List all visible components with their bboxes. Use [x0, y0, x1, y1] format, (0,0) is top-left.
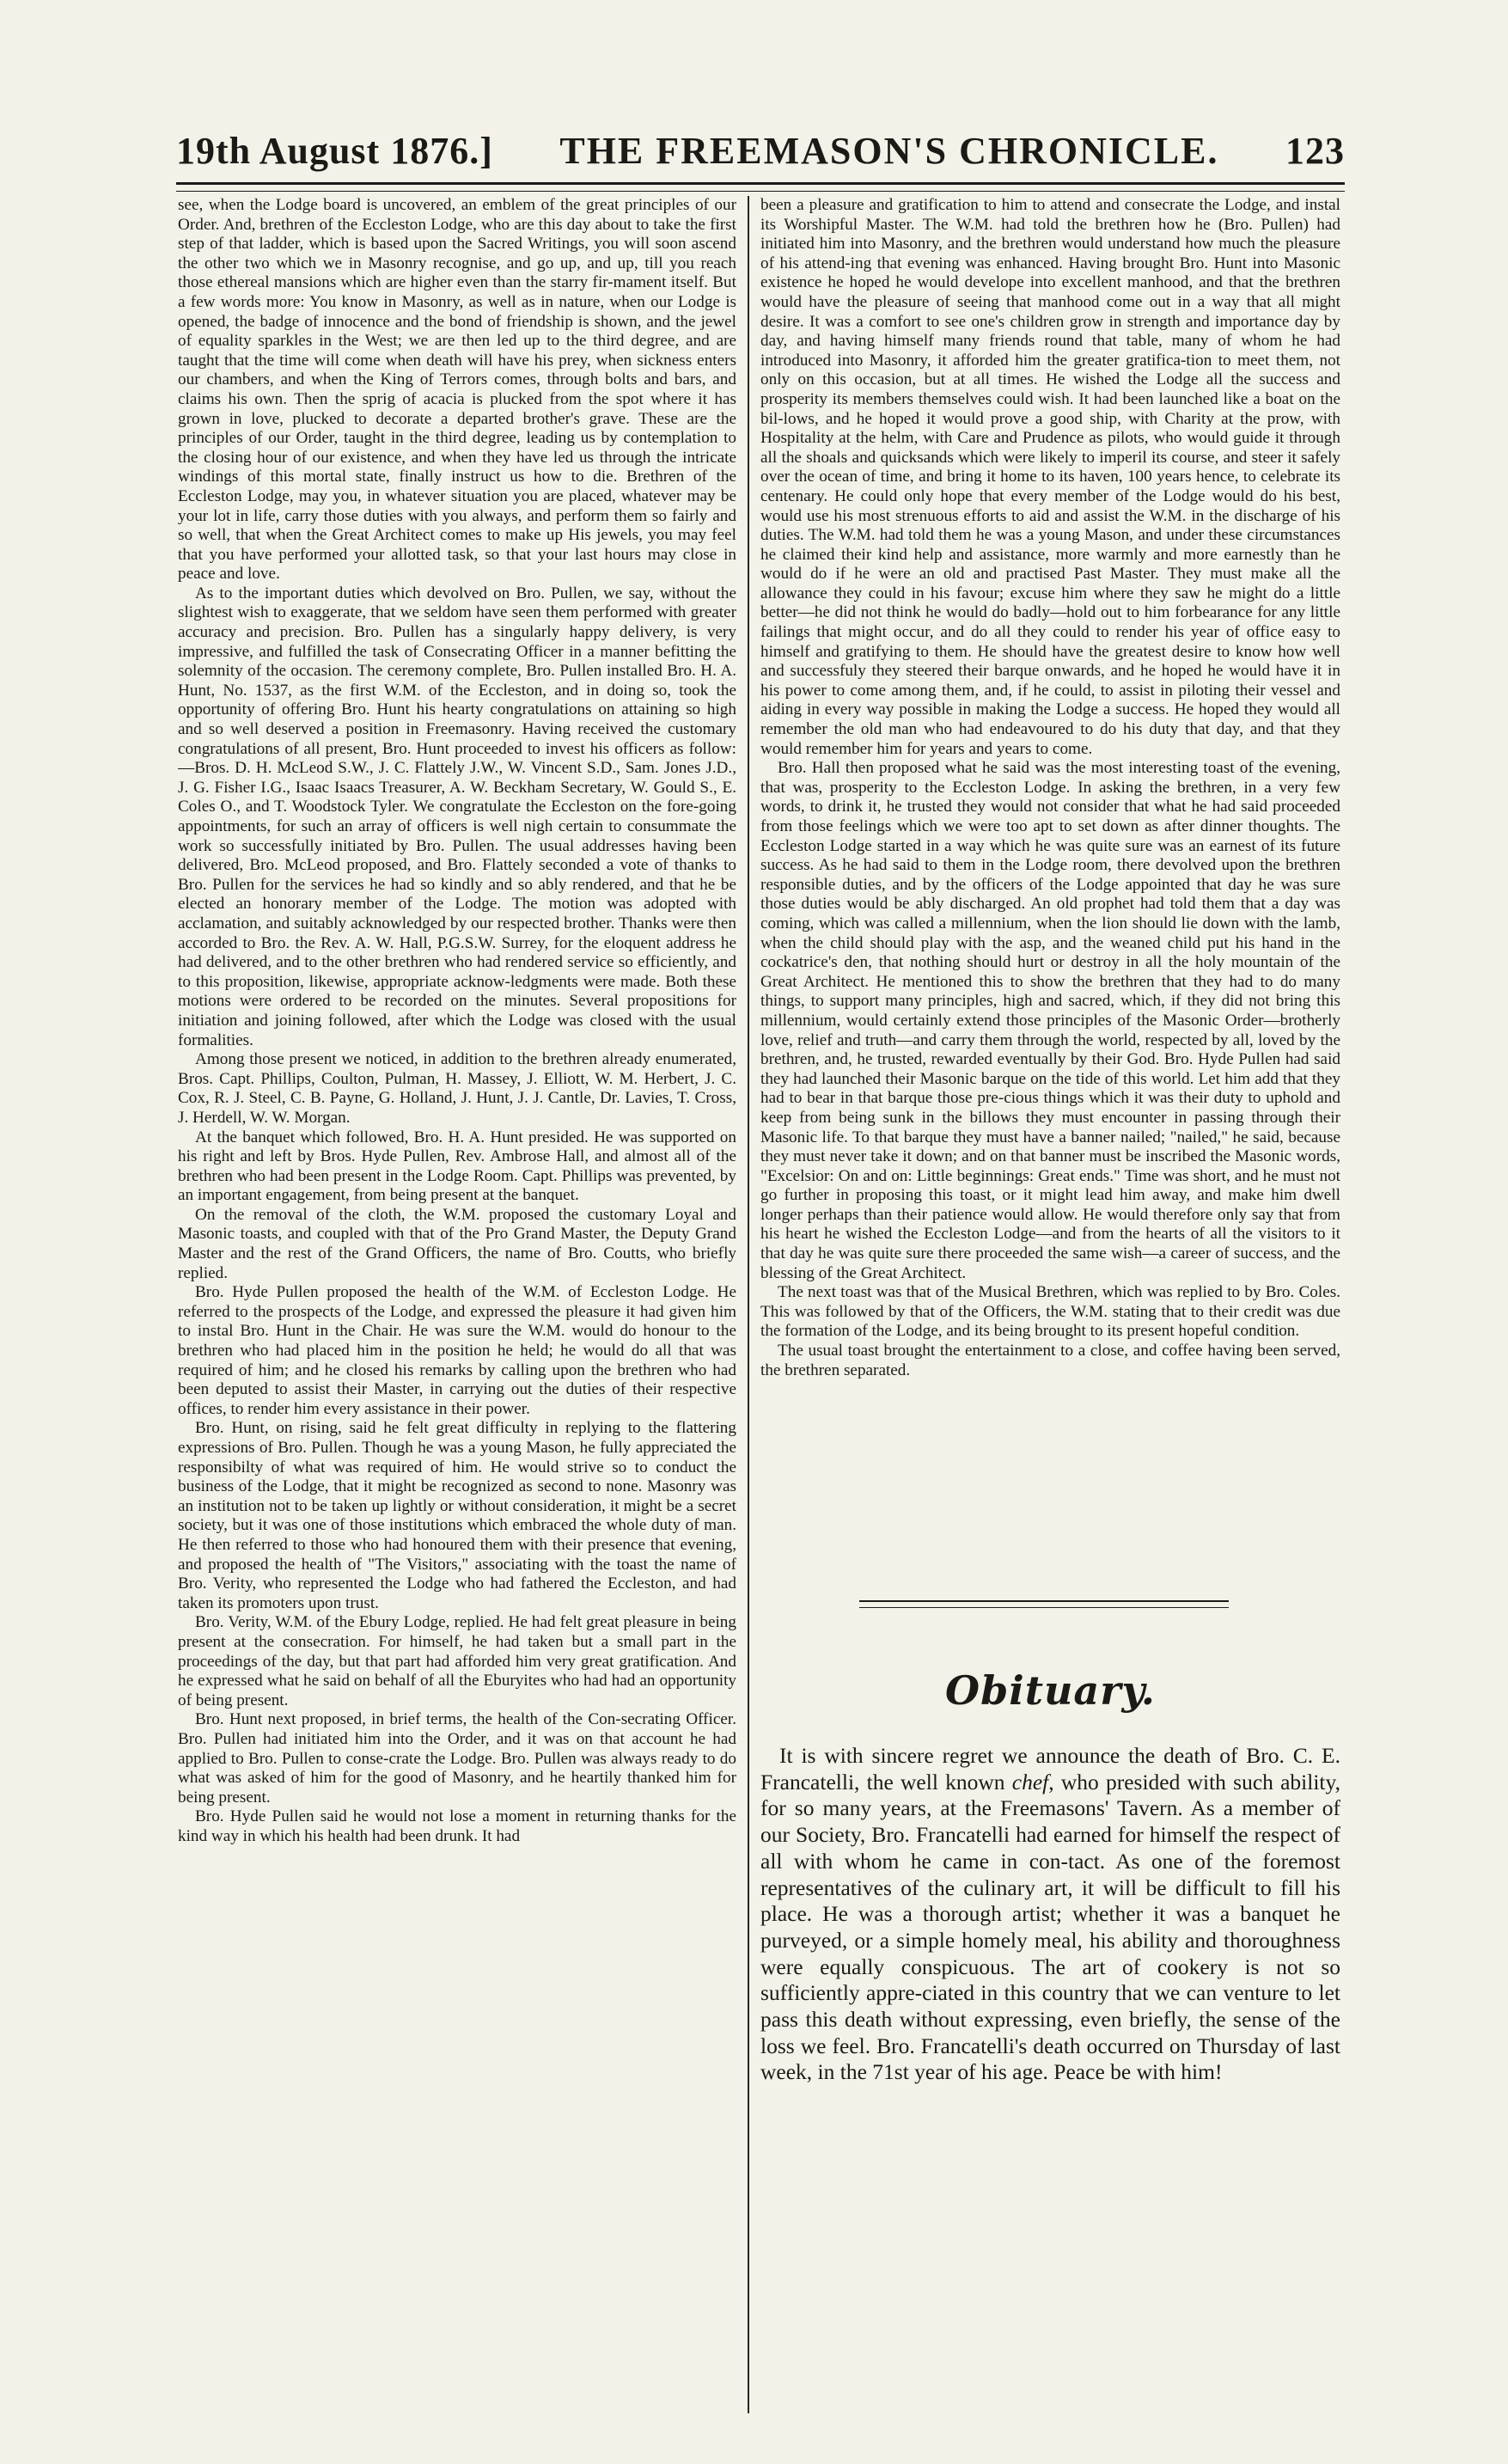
- obituary-text-end: , who presided with such ability, for so many years, at the Freemasons' Tavern. As a member of our Society, Bro. Francatelli had earned for himself the respect of all with whom he came in con-tact. As one of the foremost representatives of the culinary art, it will be difficult to fill his place. He was a thorough artist; whether it was a banquet he purveyed, or a simple homely meal, his ability and thoroughness were equally conspicuous. The art of cookery is not so sufficiently appre-ciated in this country that we can venture to let pass this death without expressing, even briefly, the sense of the loss we feel. Bro. Francatelli's death occurred on Thursday of last week, in the 71st year of his age. Peace be with him!: [760, 1769, 1340, 2085]
- obituary-text-start: It is with sincere regret we announce the death of Bro. C. E. Francatelli, the well known: [760, 1743, 1340, 1795]
- masthead: [176, 129, 1345, 180]
- left-paragraph: As to the important duties which devolved on Bro. Pullen, we say, without the slightest wish to exaggerate, that we seldom have seen them performed with greater accuracy and precision. Bro. Pullen has a singularly happy delivery, is very impressive, and fulfilled the task of Consecrating Officer in a manner befitting the solemnity of the occasion. The ceremony complete, Bro. Pullen installed Bro. H. A. Hunt, No. 1537, as the first W.M. of the Eccleston, and in doing so, took the opportunity of offering Bro. Hunt his hearty congratulations on attaining so high and so well deserved a position in Freemasonry. Having received the customary congratulations of all present, Bro. Hunt proceeded to invest his officers as follow:—Bros. D. H. McLeod S.W., J. C. Flattely J.W., W. Vincent S.D., Sam. Jones J.D., J. G. Fisher I.G., Isaac Isaacs Treasurer, A. W. Beckham Secretary, W. Gould S., E. Coles O., and T. Woodstock Tyler. We congratulate the Eccleston on the fore-going appointments, for such an array of officers is well nigh certain to consummate the work so successfully initiated by Bro. Pullen. The usual addresses having been delivered, Bro. McLeod proposed, and Bro. Flattely seconded a vote of thanks to Bro. Pullen for the services he had so kindly and so ably rendered, and that he be elected an honorary member of the Lodge. The motion was adopted with acclamation, and suitably acknowledged by our respected brother. Thanks were then accorded to Bro. the Rev. A. W. Hall, P.G.S.W. Surrey, for the eloquent address he had delivered, and to the other brethren who had rendered service so efficiently, and to this proposition, likewise, appropriate acknow-ledgments were made. Both these motions were ordered to be recorded on the minutes. Several propositions for initiation and joining followed, after which the Lodge was closed with the usual formalities.: [178, 584, 736, 1049]
- publication-title: THE FREEMASON'S CHRONICLE.: [559, 130, 1219, 172]
- left-paragraph: Among those present we noticed, in addition to the brethren already enumerated, Bros. Capt. Phillips, Coulton, Pulman, H. Massey, J. Elliott, W. M. Herbert, J. C. Cox, R. J. Steel, C. B. Payne, G. Holland, J. Hunt, J. J. Cantle, Dr. Lavies, T. Cross, J. Herdell, W. W. Morgan.: [178, 1050, 736, 1127]
- left-paragraph: Bro. Verity, W.M. of the Ebury Lodge, replied. He had felt great pleasure in being present at the consecration. For himself, he had taken but a small part in the proceedings of the day, but that part had afforded him very great gratification. And he expressed what he said on behalf of all the Eburyites who had had an opportunity of being present.: [178, 1613, 736, 1709]
- left-column: [178, 196, 736, 2418]
- masthead-rule: [176, 182, 1345, 192]
- left-paragraph: At the banquet which followed, Bro. H. A. Hunt presided. He was supported on his right and left by Bros. Hyde Pullen, Rev. Ambrose Hall, and almost all of the brethren who had been present in the Lodge Room. Capt. Phillips was prevented, by an important engagement, from being present at the banquet.: [178, 1128, 736, 1205]
- right-paragraph: The next toast was that of the Musical Brethren, which was replied to by Bro. Coles. This was followed by that of the Officers, the W.M. stating that to their credit was due the formation of the Lodge, and its being brought to its present hopeful condition.: [760, 1283, 1340, 1341]
- left-paragraph: Bro. Hyde Pullen said he would not lose a moment in returning thanks for the kind way in which his health had been drunk. It had: [178, 1807, 736, 1845]
- issue-date: 19th August 1876.]: [176, 130, 493, 172]
- column-divider: [748, 196, 749, 2413]
- left-paragraph: see, when the Lodge board is uncovered, an emblem of the great principles of our Order. And, brethren of the Eccleston Lodge, who are this day about to take the first step of that ladder, which is based upon the Sacred Writings, you will soon ascend the other two which we in Masonry recognise, and go up, and up, till you reach those ethereal mansions which are higher even than the starry fir-mament itself. But a few words more: You know in Masonry, as well as in nature, when our Lodge is opened, the badge of innocence and the bond of friendship is shown, and the jewel of equality sparkles in the West; we are then led up to the third degree, and are taught that the time will come when death will have his prey, when sickness enters our chambers, and when the King of Terrors comes, through bolts and bars, and claims his own. Then the sprig of acacia is plucked from the spot where it has grown in love, plucked to decorate a departed brother's grave. These are the principles of our Order, taught in the third degree, leading us by contemplation to the closing hour of our existence, and when they have led us through the intricate windings of this mortal state, finally instruct us how to die. Brethren of the Eccleston Lodge, may you, in whatever situation you are placed, whatever may be your lot in life, carry those duties with you always, and perform them so fairly and so well, that when the Great Architect comes to make up His jewels, you may feel that you have performed your allotted task, so that your last hours may close in peace and love.: [178, 196, 736, 584]
- left-paragraph: On the removal of the cloth, the W.M. proposed the customary Loyal and Masonic toasts, and coupled with that of the Pro Grand Master, the Deputy Grand Master and the rest of the Grand Officers, the name of Bro. Coutts, who briefly replied.: [178, 1205, 736, 1282]
- section-rule: [859, 1600, 1229, 1608]
- right-paragraph: been a pleasure and gratification to him to attend and consecrate the Lodge, and instal its Worshipful Master. The W.M. had told the brethren how he (Bro. Pullen) had initiated him into Masonry, and the brethren would understand how much the pleasure of his attend-ing that evening was enhanced. Having brought Bro. Hunt into Masonic existence he hoped he would develope into excellent manhood, and that the brethren would have the pleasure of seeing that manhood come out in a way that all might desire. It was a comfort to see one's children grow in strength and importance day by day, and having himself many friends round that table, many of whom he had introduced into Masonry, it afforded him the greater gratifica-tion to meet them, not only on this occasion, but at all times. He wished the Lodge all the success and prosperity its members themselves could wish. It had been launched like a boat on the bil-lows, and he hoped it would prove a good ship, with Charity at the prow, with Hospitality at the helm, with Care and Prudence as pilots, who would guide it through all the shoals and quicksands which were likely to imperil its course, and steer it safely over the ocean of time, and bring it home to its haven, 100 years hence, to celebrate its centenary. He could only hope that every member of the Lodge would do his best, would use his most strenuous efforts to aid and assist the W.M. in the discharge of his duties. The W.M. had told them he was a young Mason, and under these circumstances he claimed their kind help and assistance, more warmly and more earnestly than he would do if he were an old and practised Past Master. They must make all the allowance they could in his favour; excuse him where they saw he might do a little better—he did not think he would do badly—hold out to him forbearance for any little failings that might occur, and do all they could to render his year of office easy to himself and gratifying to them. He should have the greatest desire to know how well and successfuly they steered their barque onwards, and he hoped he would have it in his power to come among them, and, if he could, to assist in piloting their vessel and aiding in every way possible in making the Lodge a success. He hoped they would all remember the old man who had endeavoured to do his duty that day, and that they would remember him for years and years to come.: [760, 196, 1340, 758]
- page-number: 123: [1285, 130, 1345, 172]
- obituary-heading: Obituary.: [945, 1667, 1156, 1714]
- left-paragraph: Bro. Hyde Pullen proposed the health of the W.M. of Eccleston Lodge. He referred to the prospects of the Lodge, and expressed the pleasure it had given him to instal Bro. Hunt in the Chair. He was sure the W.M. would do honour to the brethren who had placed him in the position he held; he would do all that was required of him; and he closed his remarks by calling upon the brethren who had been deputed to assist their Master, in carrying out the duties of their respective offices, to render him every assistance in their power.: [178, 1283, 736, 1418]
- obituary-body: [760, 1743, 1340, 2086]
- right-paragraph: The usual toast brought the entertainment to a close, and coffee having been served, the brethren separated.: [760, 1342, 1340, 1379]
- left-paragraph: Bro. Hunt next proposed, in brief terms, the health of the Con-secrating Officer. Bro. Pullen had initiated him into the Order, and it was on that account he had applied to Bro. Pullen to conse-crate the Lodge. Bro. Pullen was always ready to do what was asked of him for the good of Masonry, and he heartily thanked him for being present.: [178, 1710, 736, 1807]
- obituary-chef-word: chef: [1011, 1769, 1049, 1795]
- left-paragraph: Bro. Hunt, on rising, said he felt great difficulty in replying to the flattering expressions of Bro. Pullen. Though he was a young Mason, he fully appreciated the responsibilty of what was required of him. He would strive so to conduct the business of the Lodge, that it might be recognized as second to none. Masonry was an institution not to be taken up lightly or without consideration, it might be a secret society, but it was one of those institutions which embraced the whole duty of man. He then referred to those who had honoured them with their presence that evening, and proposed the health of "The Visitors," associating with the toast the name of Bro. Verity, who represented the Lodge who had fathered the Eccleston, and had taken its promoters upon trust.: [178, 1419, 736, 1612]
- right-paragraph: Bro. Hall then proposed what he said was the most interesting toast of the evening, that was, prosperity to the Eccleston Lodge. In asking the brethren, in a very few words, to drink it, he trusted they would not consider that what he had said proceeded from those feelings which we were too apt to set down as after dinner thoughts. The Eccleston Lodge started in a way which he was quite sure was an earnest of its future success. As he had said to them in the Lodge room, there devolved upon the brethren responsible duties, and by the officers of the Lodge appointed that day he was sure those duties would be ably discharged. An old prophet had told them that a day was coming, which was called a millennium, when the lion should lie down with the lamb, when the child should play with the asp, and the weaned child put his hand in the cockatrice's den, that nothing should hurt or destroy in all the holy mountain of the Great Architect. He mentioned this to show the brethren that they had to do many things, to support many principles, high and sacred, which, if they did not bring this millennium, would certainly extend those principles of the Masonic Order—brotherly love, relief and truth—and carry them through the world, respected by all, loved by the brethren, and, he trusted, rewarded eventually by their God. Bro. Hyde Pullen had said they had launched their Masonic barque on the tide of this world. Let him add that they had to bear in that barque those pre-cious things which it was their duty to uphold and keep from being sunk in the billows they must encounter in passing through their Masonic life. To that barque they must have a banner nailed; "nailed," he said, because they must never take it down; and on that banner must be inscribed the Masonic words, "Excelsior: On and on: Little beginnings: Great ends." Time was short, and he must not go further in proposing this toast, or it might lead him away, and make him dwell longer perhaps than their patience would allow. He would therefore only say that from his heart he wished the Eccleston Lodge—and from the hearts of all the visitors to it that day he was quite sure there proceeded the same wish—a career of success, and the blessing of the Great Architect.: [760, 759, 1340, 1282]
- obituary-paragraph: [760, 1743, 1340, 2086]
